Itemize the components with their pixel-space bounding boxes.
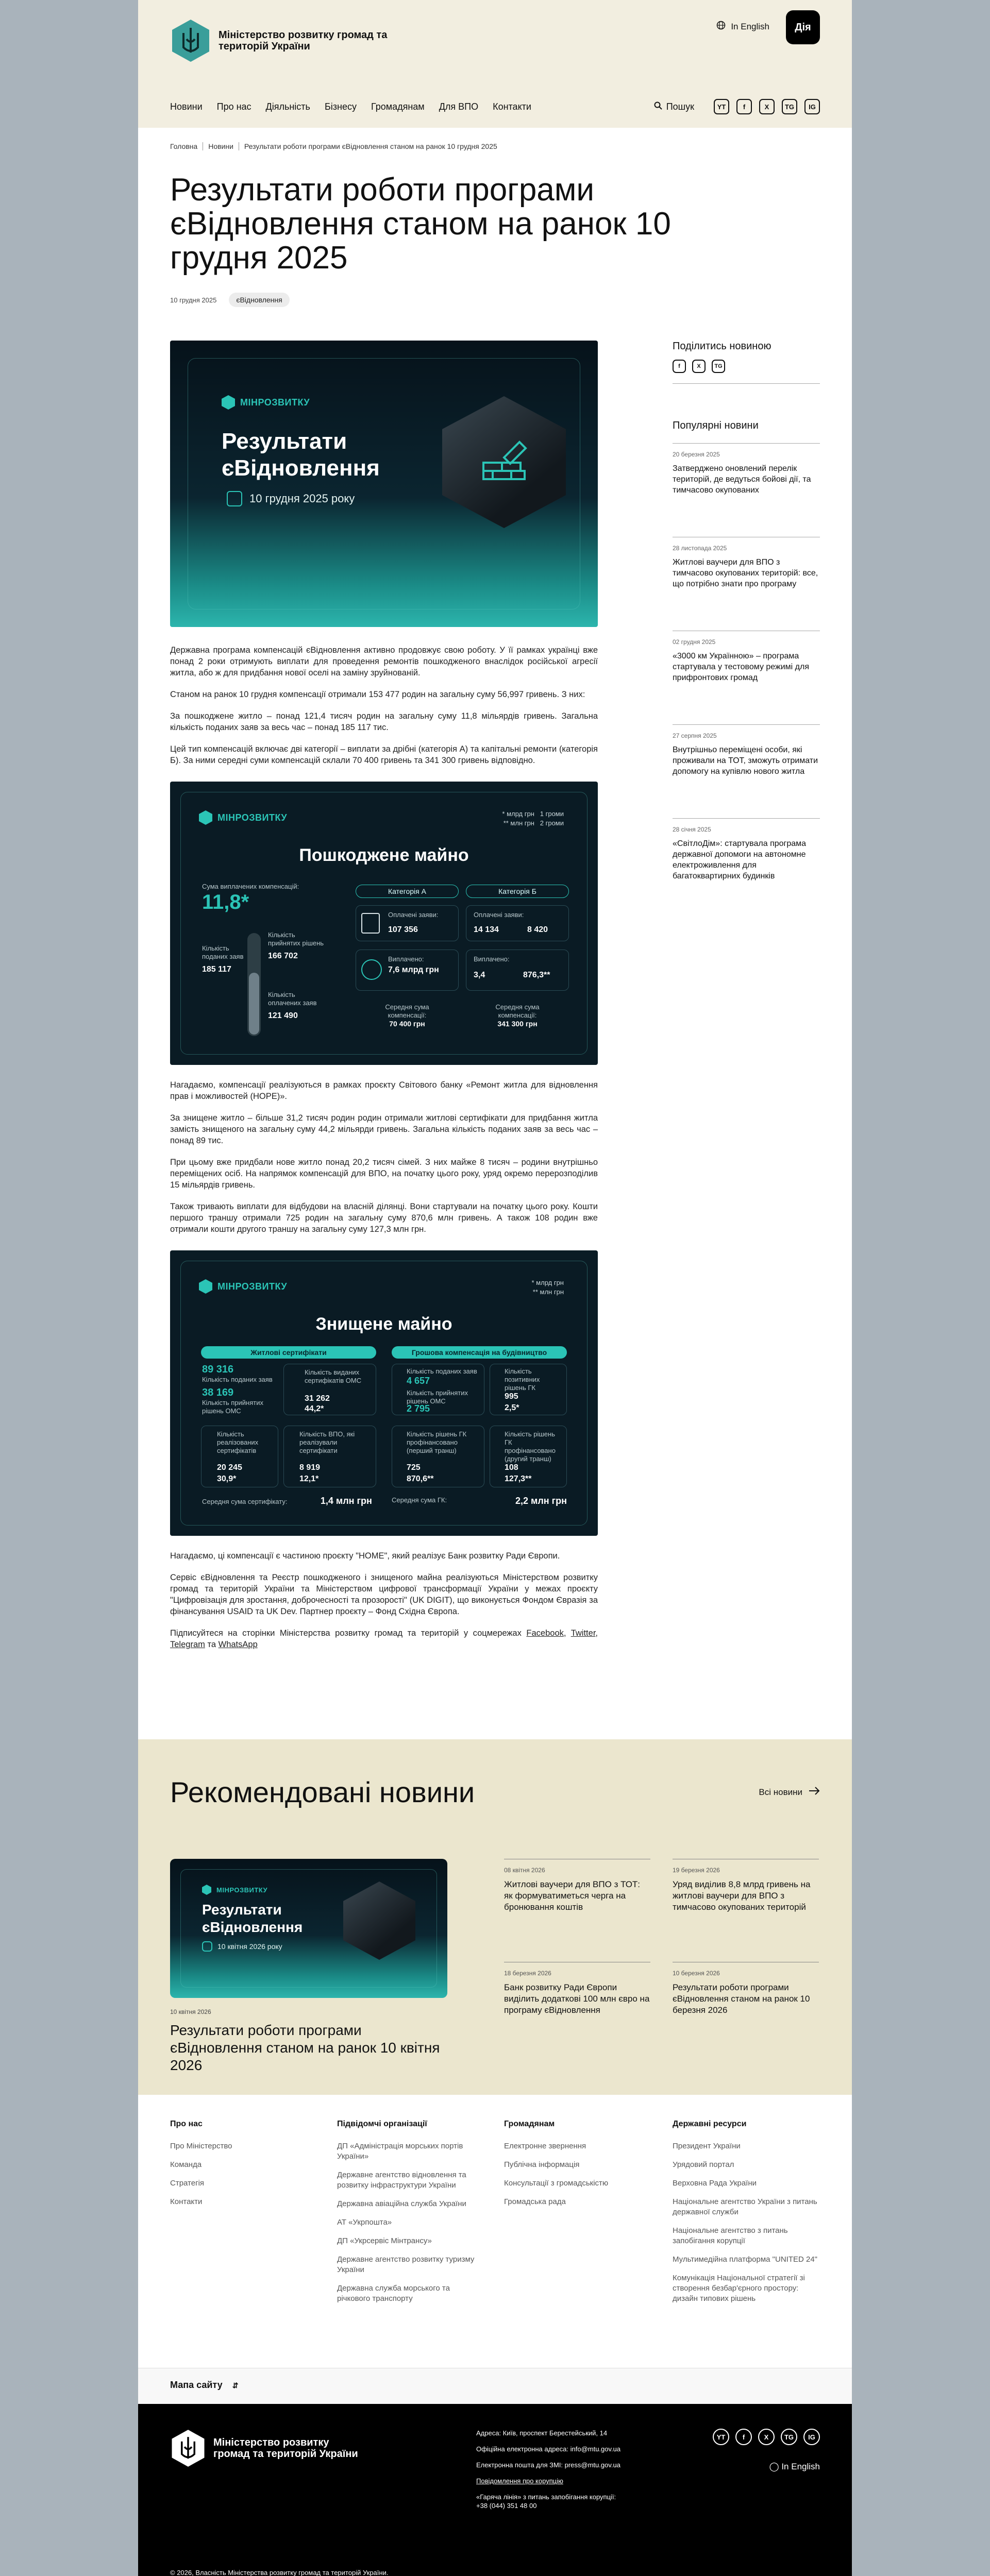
main-nav	[170, 99, 820, 114]
footer-link[interactable]: Державна служба морського та річкового транспорту	[337, 2284, 450, 2303]
calendar-icon	[202, 1941, 212, 1952]
footer-address: Адреса: Київ, проспект Берестейський, 14	[476, 2429, 608, 2437]
item-date: 19 березня 2026	[673, 1867, 720, 1874]
share-x-icon[interactable]: X	[692, 360, 706, 373]
recommended-section	[138, 1739, 852, 2095]
footer-link[interactable]: Громадська рада	[504, 2197, 566, 2206]
article-paragraph: Сервіс єВідновлення та Реєстр пошкодженого і знищеного майна реалізуються Міністерством розвитку громад та територій України та Міністерством цифрової трансформації України у межах проєкту "Цифровізація для зростання, доброчесності та прозорості" (UK DIGIT), що виконується Фондом Євразія за фінансування USAID та UK Dev. Партнер проєкту – Фонд Східна Європа.	[170, 1573, 598, 1616]
note-group2: 2 громи	[540, 819, 564, 827]
recommended-item[interactable]	[673, 1859, 819, 1913]
hero-title-line1: Результати	[222, 429, 347, 454]
gk-positive-sum: 2,5*	[505, 1403, 519, 1412]
item-title: Житлові ваучери для ВПО з ТОТ: як формуватиметься черга на бронювання коштів	[504, 1879, 641, 1912]
footer-link[interactable]: Публічна інформація	[504, 2160, 580, 2169]
hero-title	[222, 428, 380, 482]
popular-item[interactable]	[673, 818, 820, 901]
footer-language-label: In English	[781, 2462, 820, 2471]
article-paragraph: За пошкоджене житло – понад 121,4 тисяч родин на загальну суму 11,8 мільярдів гривень. Загальна кількість поданих заяв за весь час – понад 185 117 тис.	[170, 711, 598, 732]
ministry-logo-icon	[222, 395, 235, 410]
gk-first-sum: 870,6**	[407, 1475, 434, 1483]
trident-emblem-icon	[170, 19, 211, 63]
ministry-logo-icon	[199, 1279, 212, 1294]
footer-links	[138, 2095, 852, 2404]
b-average	[476, 1003, 559, 1028]
nav-business[interactable]: Бізнесу	[324, 101, 357, 112]
submitted-label: Кількість поданих заяв	[202, 944, 244, 960]
b-paid-label: Оплачені заяви:	[474, 911, 524, 919]
footer-email[interactable]: Офіційна електронна адреса: info@mtu.gov.ua	[476, 2445, 621, 2453]
a-average	[366, 1003, 448, 1028]
popular-date: 27 серпня 2025	[673, 732, 717, 739]
item-date: 18 березня 2026	[504, 1970, 551, 1977]
gk-submitted-box	[392, 1364, 484, 1415]
cert-issued-sum: 44,2*	[305, 1404, 324, 1413]
gk-second-value: 108	[505, 1463, 518, 1472]
calendar-icon	[227, 491, 242, 506]
cert-vpo-label: Кількість ВПО, які реалізували сертифікати	[299, 1430, 355, 1454]
ministry-logo-icon	[199, 810, 212, 825]
sitemap-label: Мапа сайту	[170, 2380, 223, 2390]
arrow-right-icon	[809, 1787, 820, 1798]
trident-emblem-icon	[170, 2429, 206, 2468]
paid-stat	[268, 991, 325, 1021]
footer-press-email[interactable]: Електронна пошта для ЗМІ: press@mtu.gov.ua	[476, 2461, 620, 2469]
category-a-done	[356, 950, 459, 991]
breadcrumb	[138, 128, 852, 150]
footer-link[interactable]: ДП «Укрсервіс Мінтрансу»	[337, 2236, 432, 2245]
share-facebook-icon[interactable]: f	[673, 360, 686, 373]
category-a-paid	[356, 905, 459, 941]
footer-link[interactable]: Національне агентство з питань запобігання корупції	[673, 2226, 788, 2245]
cert-realized-box	[201, 1426, 278, 1487]
note-group1: 1 громи	[540, 810, 564, 818]
b-paid-value2: 8 420	[527, 925, 548, 934]
progress-bar	[247, 933, 261, 1036]
footer-corruption-link[interactable]: Повідомлення про корупцію	[476, 2477, 563, 2485]
ministry-brand	[199, 810, 287, 825]
footer-link[interactable]: Урядовий портал	[673, 2160, 734, 2169]
globe-icon: ◯	[769, 2462, 779, 2471]
language-label: In English	[731, 21, 769, 31]
card-date	[202, 1941, 282, 1952]
brand-label: МІНРОЗВИТКУ	[217, 1281, 288, 1292]
footer-contacts	[476, 2429, 641, 2510]
b-done-label: Виплачено:	[474, 955, 510, 963]
article-tag[interactable]: єВідновлення	[229, 293, 289, 307]
gk-second-label: Кількість рішень ГК профінансовано (другий транш)	[505, 1430, 556, 1463]
ministry-brand	[202, 1885, 267, 1895]
recommended-main-date: 10 квітня 2026	[170, 2008, 211, 2015]
breadcrumb-current: Результати роботи програми єВідновлення станом на ранок 10 грудня 2025	[244, 142, 497, 150]
ministry-brand	[199, 1279, 287, 1294]
x-icon[interactable]: X	[759, 99, 775, 114]
popular-title-text: Житлові ваучери для ВПО з тимчасово окупованих територій: все, що потрібно знати про програму	[673, 558, 818, 588]
footer-col-orgs	[337, 2120, 481, 2312]
site-footer	[138, 2404, 852, 2576]
sidebar	[673, 341, 820, 901]
footer-link[interactable]: Стратегія	[170, 2179, 205, 2188]
coin-icon	[361, 959, 382, 980]
gk-first-value: 725	[407, 1463, 421, 1472]
cert-accepted-label: Кількість прийнятих рішень ОМС	[202, 1399, 263, 1415]
cert-vpo-value: 8 919	[299, 1463, 321, 1472]
brand-label: МІНРОЗВИТКУ	[216, 1886, 268, 1894]
page	[138, 0, 852, 2576]
footer-link[interactable]: Державне агентство відновлення та розвитку інфраструктури України	[337, 2171, 466, 2190]
nav-news[interactable]: Новини	[170, 101, 203, 112]
nav-activity[interactable]: Діяльність	[265, 101, 310, 112]
site-logo[interactable]	[170, 19, 409, 63]
link-whatsapp[interactable]: WhatsApp	[218, 1640, 258, 1649]
footer-link[interactable]: Верховна Рада України	[673, 2179, 757, 2188]
recommended-item[interactable]	[504, 1962, 650, 2016]
all-news-link[interactable]	[759, 1787, 820, 1798]
footer-link[interactable]: Консультації з громадськістю	[504, 2179, 609, 2188]
footer-link[interactable]: Команда	[170, 2160, 202, 2169]
hero-title-line2: єВідновлення	[222, 455, 380, 481]
card-title-line1: Результати	[202, 1902, 282, 1918]
item-title: Банк розвитку Ради Європи виділить додаткові 100 млн євро на програму єВідновлення	[504, 1982, 650, 2015]
accepted-label: Кількість прийнятих рішень	[268, 931, 324, 947]
footer-col-title: Громадянам	[504, 2120, 555, 2128]
cert-avg-label: Середня сума сертифікату:	[202, 1498, 288, 1505]
link-facebook[interactable]: Facebook	[526, 1629, 564, 1638]
sum-label: Сума виплачених компенсацій:	[202, 883, 299, 890]
link-twitter[interactable]: Twitter	[570, 1629, 596, 1638]
hero-image	[170, 341, 598, 627]
gk-average	[392, 1496, 567, 1505]
a-avg-label: Середня сума компенсації:	[385, 1003, 429, 1019]
gk-avg-value: 2,2 млн грн	[515, 1496, 567, 1506]
infographic-title: Знищене майно	[315, 1314, 452, 1334]
search-label: Пошук	[666, 101, 694, 112]
a-avg-value: 70 400 грн	[389, 1020, 425, 1028]
card-title	[202, 1901, 303, 1936]
footer-link[interactable]: АТ «Укрпошта»	[337, 2218, 392, 2227]
popular-title-text: Затверджено оновлений перелік територій, де ведуться бойові дії, та тимчасово окупованих	[673, 464, 811, 495]
gk-accepted-label: Кількість прийнятих рішень ОМС	[407, 1389, 468, 1405]
article-paragraph: При цьому вже придбали нове житло понад 20,2 тисяч сімей. З них майже 8 тисяч – родини внутрішньо переміщених осіб. На напрямок компенсацій для ВПО, на початку цього року, уряд окремо перерозподілив 15 мільярдів гривень.	[170, 1158, 598, 1190]
gk-second-sum: 127,3**	[505, 1475, 532, 1483]
footer-org-name: Міністерство розвитку громад та територій України	[213, 2437, 358, 2460]
item-title: Результати роботи програми єВідновлення станом на ранок 10 березня 2026	[673, 1982, 810, 2015]
telegram-icon[interactable]: TG	[781, 2429, 797, 2445]
gk-submitted-label: Кількість поданих заяв	[407, 1367, 477, 1375]
note-million: ** млн грн	[532, 1288, 564, 1296]
brand-label: МІНРОЗВИТКУ	[240, 397, 310, 408]
cert-vpo-sum: 12,1*	[299, 1475, 319, 1483]
submitted-stat	[202, 944, 245, 974]
units-legend	[532, 1278, 564, 1297]
language-switch[interactable]	[716, 21, 769, 32]
footer-link[interactable]: Про Міністерство	[170, 2142, 232, 2150]
share-buttons	[673, 360, 820, 373]
item-title: Уряд виділив 8,8 млрд гривень на житлові ваучери для ВПО з тимчасово окупованих територій	[673, 1879, 811, 1912]
note-billion: * млрд грн	[502, 810, 534, 818]
document-icon	[361, 913, 380, 934]
cert-realized-sum: 30,9*	[217, 1475, 237, 1483]
cert-accepted-value: 38 169	[202, 1387, 234, 1398]
article-paragraph: Цей тип компенсацій включає дві категорії – виплати за дрібні (категорія А) та капітальні ремонти (категорія Б). За ними середні суми компенсацій склали 70 400 гривень та 341 300 гривень відповідно.	[170, 744, 598, 765]
youtube-icon[interactable]: YT	[713, 2429, 729, 2445]
popular-date: 20 березня 2025	[673, 451, 720, 458]
footer-link[interactable]: Національне агентство України з питань державної служби	[673, 2197, 817, 2216]
telegram-icon[interactable]: TG	[782, 99, 797, 114]
sum-value: 11,8*	[202, 891, 249, 913]
cert-submitted-value: 89 316	[202, 1364, 234, 1375]
nav-about[interactable]: Про нас	[216, 101, 251, 112]
gk-positive-label: Кількість позитивних рішень ГК	[505, 1367, 540, 1392]
subscribe-paragraph: Підписуйтеся на сторінки Міністерства розвитку громад та територій у соцмережах Facebook, Twitter, Telegram та WhatsApp	[170, 1629, 598, 1649]
card-title-line2: єВідновлення	[202, 1919, 303, 1935]
popular-item[interactable]	[673, 631, 820, 713]
share-title: Поділитись новиною	[673, 341, 771, 352]
footer-link[interactable]: Державна авіаційна служба України	[337, 2199, 466, 2208]
breadcrumb-home[interactable]: Головна	[170, 142, 198, 150]
destroyed-property-infographic	[170, 1250, 598, 1536]
popular-title-text: «СвітлоДім»: стартувала програма державної допомоги на автономне електроживлення для багатоквартирних будинків	[673, 839, 807, 880]
footer-col-title: Підвідомчі організації	[337, 2120, 427, 2128]
hero-date	[227, 491, 355, 506]
b-avg-label: Середня сума компенсації:	[495, 1003, 540, 1019]
construction-compensation-header: Грошова компенсація на будівництво	[392, 1346, 567, 1359]
gk-first-box	[392, 1426, 484, 1487]
article-body	[170, 341, 598, 1650]
cert-realized-value: 20 245	[217, 1463, 242, 1472]
category-a-pill: Категорія А	[356, 885, 459, 898]
search-button[interactable]	[654, 101, 694, 112]
recommended-title: Рекомендовані новини	[170, 1776, 475, 1808]
footer-link[interactable]: Контакти	[170, 2197, 203, 2206]
cert-issued-label: Кількість виданих сертифікатів ОМС	[305, 1368, 362, 1384]
gk-first-label: Кількість рішень ГК профінансовано (перший транш)	[407, 1430, 467, 1454]
article-paragraph: Нагадаємо, ці компенсації є частиною проєкту "HOME", який реалізує Банк розвитку Ради Європи.	[170, 1551, 560, 1561]
sitemap-toggle[interactable]	[138, 2368, 852, 2404]
org-name: Міністерство розвитку громад та територій України	[219, 29, 388, 52]
footer-col-about	[170, 2120, 320, 2215]
footer-copyright: © 2026, Власність Міністерства розвитку громад та територій України.	[170, 2569, 389, 2576]
recommended-item[interactable]	[673, 1962, 819, 2016]
gk-accepted-value: 2 795	[407, 1403, 430, 1414]
article-paragraph: Нагадаємо, компенсації реалізуються в рамках проєкту Світового банку «Ремонт житла для відновлення прав і можливостей (HOPE)».	[170, 1080, 598, 1101]
category-b-paid	[466, 905, 569, 941]
b-paid-value1: 14 134	[474, 925, 499, 934]
a-done-label: Виплачено:	[388, 955, 424, 963]
all-news-label: Всі новини	[759, 1787, 802, 1797]
footer-col-title: Державні ресурси	[673, 2120, 747, 2128]
search-icon	[654, 101, 662, 112]
footer-link[interactable]: Мультимедійна платформа "UNITED 24"	[673, 2255, 818, 2264]
footer-col-title: Про нас	[170, 2120, 203, 2128]
note-billion: * млрд грн	[531, 1279, 564, 1286]
category-b-done	[466, 950, 569, 991]
article-meta	[138, 275, 852, 307]
popular-title-text: «3000 км Українною» – програма стартувала у тестовому режимі для прифронтових громад	[673, 652, 809, 682]
cert-vpo-box	[283, 1426, 376, 1487]
popular-date: 28 листопада 2025	[673, 545, 727, 552]
divider	[673, 383, 820, 384]
units-legend	[502, 809, 564, 828]
popular-item[interactable]	[673, 724, 820, 807]
category-b-pill: Категорія Б	[466, 885, 569, 898]
page-title: Результати роботи програми єВідновлення станом на ранок 10 грудня 2025	[170, 172, 671, 276]
gk-avg-label: Середня сума ГК:	[392, 1496, 447, 1504]
cert-submitted	[202, 1364, 273, 1415]
footer-language-switch[interactable]	[769, 2462, 820, 2472]
gk-positive-box	[490, 1364, 567, 1415]
link-telegram[interactable]: Telegram	[170, 1640, 205, 1649]
ministry-brand	[222, 395, 310, 410]
card-date-label: 10 квітня 2026 року	[217, 1942, 282, 1951]
b-avg-value: 341 300 грн	[497, 1020, 538, 1028]
accepted-stat	[268, 931, 325, 961]
bricks-trowel-icon	[478, 434, 530, 486]
a-done-value: 7,6 млрд грн	[388, 965, 439, 974]
footer-link[interactable]: Президент України	[673, 2142, 741, 2150]
footer-hotline-label: «Гаряча лінія» з питань запобігання корупції:	[476, 2493, 616, 2501]
popular-title: Популярні новини	[673, 420, 759, 431]
youtube-icon[interactable]: YT	[714, 99, 729, 114]
nav-contacts[interactable]: Контакти	[493, 101, 531, 112]
progress-fill	[249, 973, 259, 1035]
header-socials	[714, 99, 820, 114]
note-million: ** млн грн	[503, 819, 534, 827]
subscribe-text: Підписуйтеся на сторінки Міністерства розвитку громад та територій у соцмережах	[170, 1629, 522, 1638]
cert-realized-label: Кількість реалізованих сертифікатів	[217, 1430, 259, 1454]
submitted-value: 185 117	[202, 965, 231, 974]
nav-citizens[interactable]: Громадянам	[371, 101, 425, 112]
facebook-icon[interactable]: f	[735, 2429, 752, 2445]
content-area	[138, 307, 852, 1739]
breadcrumb-news[interactable]: Новини	[208, 142, 233, 150]
recommended-main-image[interactable]	[170, 1859, 447, 1998]
cert-issued-box	[283, 1364, 376, 1415]
a-paid-value: 107 356	[388, 925, 418, 934]
damaged-property-infographic	[170, 782, 598, 1065]
dia-button[interactable]: Дія	[786, 10, 820, 44]
popular-item[interactable]	[673, 537, 820, 619]
footer-link[interactable]: Державне агентство розвитку туризму України	[337, 2255, 475, 2274]
article-paragraph: Також тривають виплати для відбудови на власній ділянці. Вони стартували на початку цього року. Кошти першого траншу отримали 725 родин на загальну суму 870,6 млн гривень. А також 108 родин вже отримали кошти другого траншу на загальну суму 127,3 млн грн.	[170, 1202, 598, 1234]
recommended-item[interactable]	[504, 1859, 650, 1913]
footer-col-citizens	[504, 2120, 653, 2215]
a-paid-label: Оплачені заяви:	[388, 911, 439, 919]
gk-positive-value: 995	[505, 1392, 518, 1401]
accepted-value: 166 702	[268, 952, 298, 960]
b-done-value2: 876,3**	[523, 971, 550, 979]
cert-average	[202, 1496, 372, 1506]
hero-date-label: 10 грудня 2025 року	[249, 492, 355, 505]
facebook-icon[interactable]: f	[736, 99, 752, 114]
item-date: 10 березня 2026	[673, 1970, 720, 1977]
infographic-title: Пошкоджене майно	[299, 845, 469, 865]
globe-icon	[716, 21, 726, 32]
certificates-header: Житлові сертифікати	[201, 1346, 376, 1359]
paid-label: Кількість оплачених заяв	[268, 991, 317, 1007]
footer-col-resources	[673, 2120, 822, 2312]
paid-value: 121 490	[268, 1011, 298, 1020]
footer-link[interactable]: ДП «Адміністрація морських портів України»	[337, 2142, 463, 2161]
instagram-icon[interactable]: IG	[803, 2429, 820, 2445]
instagram-icon[interactable]: IG	[804, 99, 820, 114]
popular-title-text: Внутрішньо переміщені особи, які проживали на ТОТ, зможуть отримати допомогу на купівлю нового житла	[673, 745, 818, 776]
ministry-logo-icon	[202, 1885, 211, 1895]
conjunction: та	[207, 1640, 216, 1649]
gk-submitted-value: 4 657	[407, 1376, 430, 1386]
x-icon[interactable]: X	[758, 2429, 775, 2445]
share-telegram-icon[interactable]: TG	[712, 360, 725, 373]
site-header	[138, 0, 852, 128]
recommended-main-title[interactable]: Результати роботи програми єВідновлення станом на ранок 10 квітня 2026	[170, 2022, 440, 2073]
nav-idp[interactable]: Для ВПО	[439, 101, 479, 112]
popular-item[interactable]	[673, 443, 820, 526]
chevron-updown-icon: ⇵	[232, 2381, 239, 2389]
article-paragraph: Державна програма компенсацій єВідновлення активно продовжує свою роботу. У її рамках українці вже понад 2 роки отримують виплати для проведення ремонтів пошкодженого внаслідок російської агресії житла, або ж для придбання нової оселі на заміну зруйнованій.	[170, 646, 598, 677]
b-done-value1: 3,4	[474, 971, 485, 979]
footer-phone[interactable]: +38 (044) 351 48 00	[476, 2502, 537, 2510]
footer-link[interactable]: Комунікація Національної стратегії зі створення безбар'єрного простору: дизайн типових рішень	[673, 2274, 805, 2303]
popular-date: 02 грудня 2025	[673, 638, 716, 646]
gk-second-box	[490, 1426, 567, 1487]
brand-label: МІНРОЗВИТКУ	[217, 812, 288, 823]
popular-date: 28 січня 2025	[673, 826, 711, 833]
footer-logo[interactable]	[170, 2429, 368, 2468]
cert-avg-value: 1,4 млн грн	[320, 1496, 372, 1506]
article-paragraph: Станом на ранок 10 грудня компенсації отримали 153 477 родин на загальну суму 56,997 гривень. З них:	[170, 690, 585, 699]
footer-link[interactable]: Електронне звернення	[504, 2142, 586, 2150]
article-date: 10 грудня 2025	[170, 296, 217, 304]
item-date: 08 квітня 2026	[504, 1867, 545, 1874]
article-paragraph: За знищене житло – більше 31,2 тисяч родин родин отримали житлові сертифікати для придбання житла замість знищеного на загальну суму 44,2 мільярди гривень. Загальна кількість поданих заяв за весь час – понад 89 тис.	[170, 1113, 598, 1145]
footer-socials	[713, 2429, 820, 2445]
total-sum	[202, 883, 299, 914]
cert-submitted-label: Кількість поданих заяв	[202, 1376, 273, 1383]
cert-issued-value: 31 262	[305, 1394, 330, 1403]
